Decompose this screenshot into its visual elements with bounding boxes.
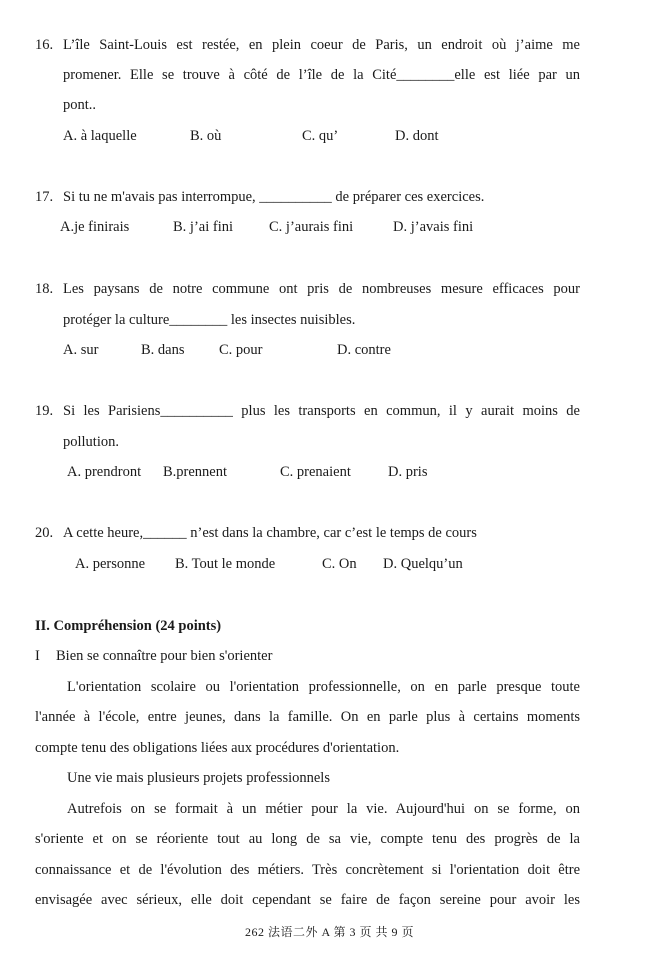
option-d: D. dont: [395, 128, 439, 144]
paragraph-line: L'orientation scolaire ou l'orientation professionnelle, on en parle presque toute: [67, 679, 580, 695]
paragraph-line: compte tenu des obligations liées aux procédures d'orientation.: [35, 740, 400, 756]
option-c: C. j’aurais fini: [269, 219, 354, 235]
paragraph-line: s'oriente et on se réoriente tout au long de sa vie, compte tenu des progrès de la: [35, 831, 580, 847]
subheading-number: I: [35, 648, 40, 664]
option-b: B. dans: [141, 342, 185, 358]
page-footer: 262 法语二外 A 第 3 页 共 9 页: [244, 925, 414, 939]
question-number: 19.: [35, 403, 54, 419]
option-d: D. Quelqu’un: [383, 556, 463, 572]
paragraph-line: Autrefois on se formait à un métier pour la vie. Aujourd'hui on se forme, on: [67, 801, 580, 817]
question-text-line: protéger la culture________ les insectes nuisibles.: [63, 312, 356, 328]
option-d: D. j’avais fini: [393, 219, 474, 235]
question-text-line: promener. Elle se trouve à côté de l’île de la Cité________elle est liée par un: [63, 67, 580, 83]
question-number: 20.: [35, 525, 54, 541]
question-number: 16.: [35, 37, 54, 53]
option-b: B.prennent: [163, 464, 228, 480]
option-c: C. qu’: [302, 128, 339, 144]
option-a: A.je finirais: [60, 219, 130, 235]
question-text-line: Si les Parisiens__________ plus les transports en commun, il y aurait moins de: [63, 403, 580, 419]
section-heading: II. Compréhension (24 points): [35, 618, 222, 634]
option-a: A. sur: [63, 342, 99, 358]
paragraph-line: envisagée avec sérieux, elle doit cependant se faire de façon sereine pour avoir les: [35, 892, 580, 908]
option-a: A. personne: [75, 556, 146, 572]
question-text-line: Si tu ne m'avais pas interrompue, __________ de préparer ces exercices.: [63, 189, 485, 205]
option-d: D. pris: [388, 464, 428, 480]
option-a: A. prendront: [67, 464, 142, 480]
passage-title: Bien se connaître pour bien s'orienter: [56, 648, 273, 664]
question-text-line: pollution.: [63, 434, 119, 450]
passage-subtitle: Une vie mais plusieurs projets professionnels: [67, 770, 330, 786]
question-number: 18.: [35, 281, 54, 297]
paragraph-line: l'année à l'école, entre jeunes, dans la famille. On en parle plus à certains moments: [35, 709, 580, 725]
option-c: C. On: [322, 556, 357, 572]
option-a: A. à laquelle: [63, 128, 137, 144]
paragraph-line: connaissance et de l'évolution des métiers. Très concrètement si l'orientation doit être: [35, 862, 580, 878]
option-b: B. Tout le monde: [175, 556, 276, 572]
question-text-line: A cette heure,______ n’est dans la chambre, car c’est le temps de cours: [63, 525, 477, 541]
option-c: C. pour: [219, 342, 263, 358]
question-text-line: pont..: [63, 97, 97, 113]
option-c: C. prenaient: [280, 464, 351, 480]
option-b: B. j’ai fini: [173, 219, 234, 235]
option-d: D. contre: [337, 342, 391, 358]
question-text-line: L’île Saint-Louis est restée, en plein coeur de Paris, un endroit où j’aime me: [63, 37, 580, 53]
option-b: B. où: [190, 128, 222, 144]
question-text-line: Les paysans de notre commune ont pris de nombreuses mesure efficaces pour: [63, 281, 580, 297]
question-number: 17.: [35, 189, 54, 205]
